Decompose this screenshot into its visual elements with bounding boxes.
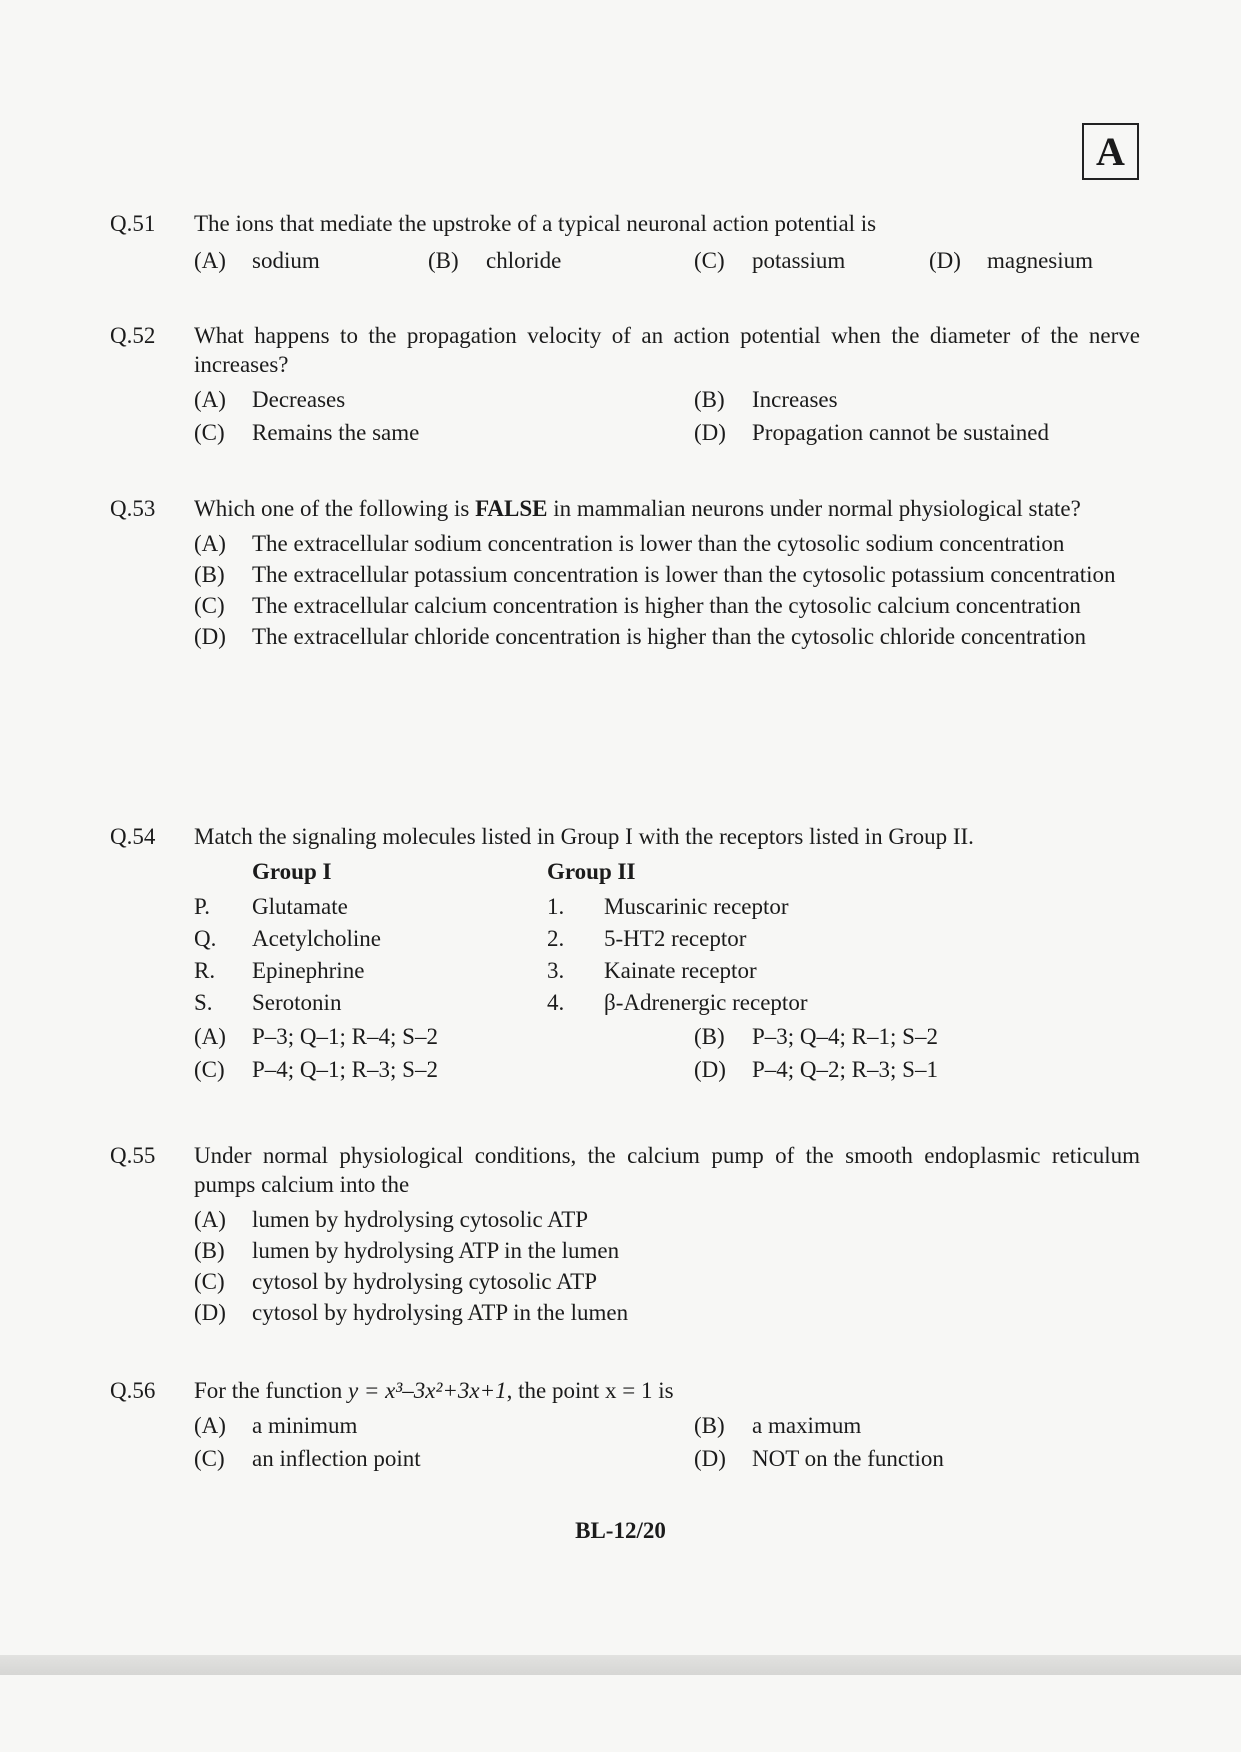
- group-1-header: Group I: [252, 859, 332, 884]
- option-c: (C) cytosol by hydrolysing cytosolic ATP: [194, 1269, 597, 1294]
- option-c: (C) potassium: [694, 248, 846, 273]
- option-b: (B) Increases: [694, 387, 838, 412]
- option-d: (D) NOT on the function: [694, 1446, 944, 1471]
- options: [194, 246, 1140, 275]
- group-2-header: Group II: [547, 859, 636, 884]
- question-text: For the function y = x³–3x²+3x+1, the point x = 1 is: [194, 1378, 674, 1403]
- question-number: Q.51: [110, 211, 156, 236]
- question-54: [110, 822, 1140, 1084]
- option-c: (C) The extracellular calcium concentration is higher than the cytosolic calcium concentration: [194, 593, 1081, 618]
- match-row: P. Glutamate 1. Muscarinic receptor: [194, 894, 789, 919]
- options: [194, 1411, 1140, 1473]
- function-formula: y = x³–3x²+3x+1: [347, 1378, 507, 1403]
- question-53: [110, 494, 1140, 653]
- question-text: Which one of the following is FALSE in mammalian neurons under normal physiological state?: [194, 496, 1081, 521]
- option-a: (A) Decreases: [194, 387, 346, 412]
- option-d: (D) P–4; Q–2; R–3; S–1: [694, 1057, 938, 1082]
- option-a: (A) lumen by hydrolysing cytosolic ATP: [194, 1207, 589, 1232]
- page-footer: BL-12/20: [575, 1518, 666, 1543]
- options: [194, 385, 1140, 447]
- option-d: (D) magnesium: [929, 248, 1094, 273]
- question-text: What happens to the propagation velocity of an action potential when the diameter of the nerve increases?: [194, 323, 1140, 377]
- match-table-header: [194, 857, 854, 886]
- question-number: Q.54: [110, 824, 156, 849]
- option-b: (B) lumen by hydrolysing ATP in the lumen: [194, 1238, 620, 1263]
- question-text: Match the signaling molecules listed in Group I with the receptors listed in Group II.: [194, 824, 974, 849]
- option-a: (A) sodium: [194, 248, 320, 273]
- option-d: (D) The extracellular chloride concentration is higher than the cytosolic chloride concentration: [194, 624, 1087, 649]
- emphasis-false: FALSE: [475, 496, 548, 521]
- question-55: [110, 1141, 1140, 1329]
- match-row: S. Serotonin 4. β-Adrenergic receptor: [194, 990, 808, 1015]
- question-number: Q.56: [110, 1378, 156, 1403]
- option-a: (A) a minimum: [194, 1413, 358, 1438]
- option-b: (B) P–3; Q–4; R–1; S–2: [694, 1024, 938, 1049]
- match-row: Q. Acetylcholine 2. 5-HT2 receptor: [194, 926, 747, 951]
- question-number: Q.53: [110, 496, 156, 521]
- question-52: [110, 321, 1140, 447]
- question-text: The ions that mediate the upstroke of a typical neuronal action potential is: [194, 211, 877, 236]
- match-row: R. Epinephrine 3. Kainate receptor: [194, 958, 757, 983]
- question-56: [110, 1376, 1140, 1473]
- option-a: (A) P–3; Q–1; R–4; S–2: [194, 1024, 438, 1049]
- option-b: (B) chloride: [428, 248, 562, 273]
- option-d: (D) Propagation cannot be sustained: [694, 420, 1050, 445]
- match-table: [194, 857, 854, 1020]
- paper-set-label: A: [1082, 123, 1139, 180]
- question-number: Q.52: [110, 323, 156, 348]
- option-a: (A) The extracellular sodium concentration is lower than the cytosolic sodium concentration: [194, 531, 1065, 556]
- option-c: (C) an inflection point: [194, 1446, 421, 1471]
- option-d: (D) cytosol by hydrolysing ATP in the lumen: [194, 1300, 629, 1325]
- options: [194, 1022, 1140, 1084]
- scan-edge-band: [0, 1655, 1241, 1675]
- question-number: Q.55: [110, 1143, 156, 1168]
- question-text: Under normal physiological conditions, the calcium pump of the smooth endoplasmic reticulum pumps calcium into the: [194, 1143, 1140, 1197]
- option-c: (C) Remains the same: [194, 420, 420, 445]
- question-51: [110, 209, 1140, 275]
- option-b: (B) The extracellular potassium concentration is lower than the cytosolic potassium concentration: [194, 562, 1116, 587]
- option-c: (C) P–4; Q–1; R–3; S–2: [194, 1057, 438, 1082]
- options: [194, 529, 1140, 651]
- options: [194, 1205, 1140, 1327]
- option-b: (B) a maximum: [694, 1413, 862, 1438]
